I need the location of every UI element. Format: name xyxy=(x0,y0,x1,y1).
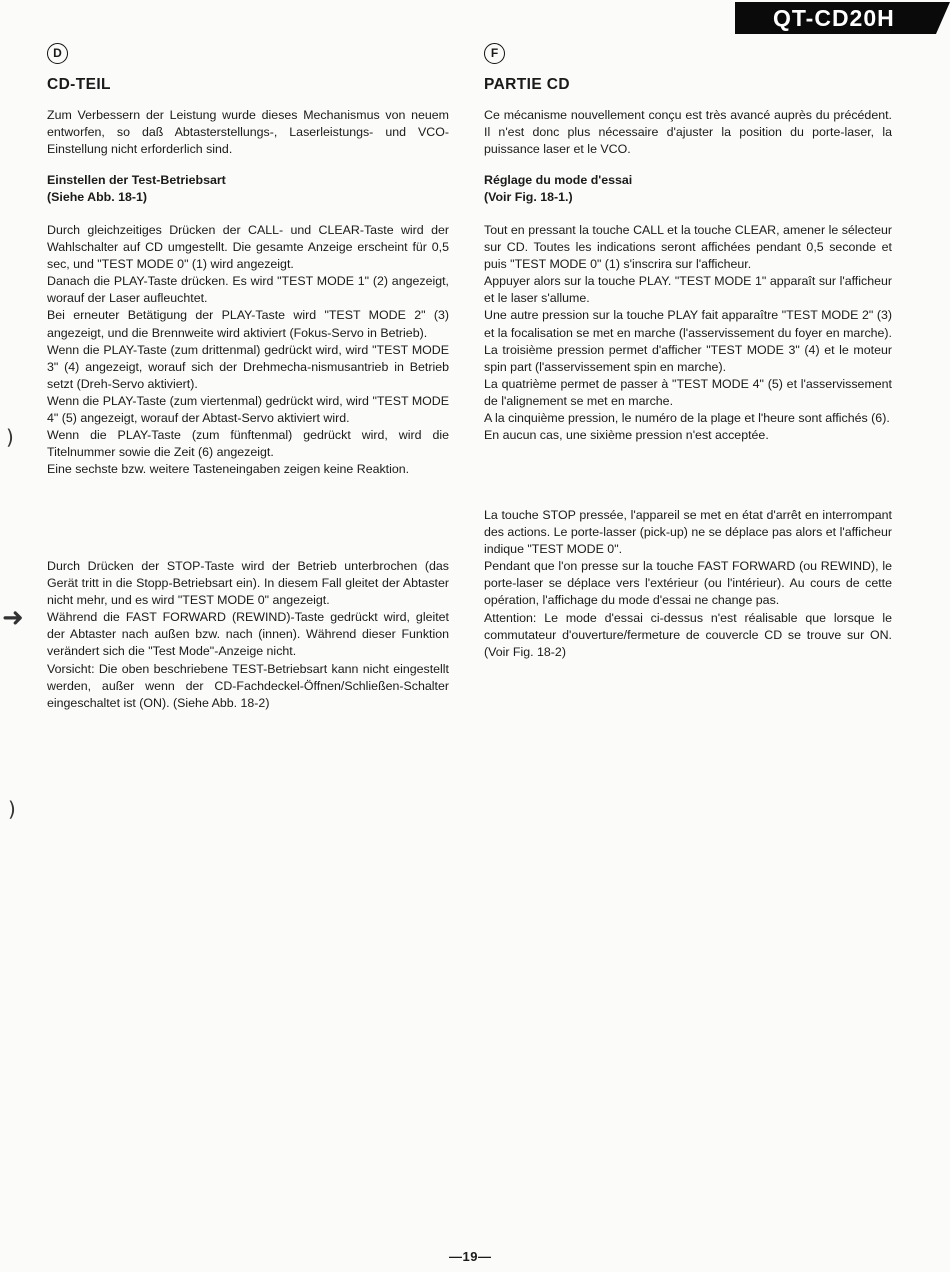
french-procedure xyxy=(484,222,892,444)
margin-binding-mark: ➜ xyxy=(2,603,24,633)
french-subhead xyxy=(484,172,892,206)
model-badge: QT-CD20H xyxy=(735,2,950,34)
procedure-paragraph: En aucun cas, une sixième pression n'est acceptée. xyxy=(484,428,769,443)
procedure-paragraph: Wenn die PLAY-Taste (zum viertenmal) gedrückt wird, wird "TEST MODE 4" (5) angezeigt, worauf der Abtast-Servo aktiviert wird. xyxy=(47,393,449,426)
section-title-german: CD-TEIL xyxy=(47,76,111,93)
french-stop-section xyxy=(484,507,892,661)
language-f-icon: F xyxy=(484,43,505,64)
procedure-paragraph: Eine sechste bzw. weitere Tasteneingaben zeigen keine Reaktion. xyxy=(47,462,410,477)
subhead-title: Einstellen der Test-Betriebsart xyxy=(47,173,226,187)
stop-paragraph: Durch Drücken der STOP-Taste wird der Betrieb unterbrochen (das Gerät tritt in die Stopp-Betriebsart ein). In diesem Fall gleitet der Abtaster nicht mehr, und es wird "TEST MODE 0" angezeigt. xyxy=(47,559,449,608)
procedure-paragraph: Une autre pression sur la touche PLAY fait apparaître "TEST MODE 2" (3) et la focalisation se met en marche (l'asservissement du foyer en marche). xyxy=(484,308,892,340)
procedure-paragraph: Danach die PLAY-Taste drücken. Es wird "TEST MODE 1" (2) angezeigt, worauf der Laser aufleuchtet. xyxy=(47,274,449,306)
intro-paragraph: Zum Verbessern der Leistung wurde dieses Mechanismus von neuem entworfen, so daß Abtasterstellungs-, Laserleistungs- und VCO-Einstellung nicht erforderlich sind. xyxy=(47,108,449,157)
subhead-reference: (Voir Fig. 18-1.) xyxy=(484,190,573,205)
stop-paragraph: Pendant que l'on presse sur la touche FAST FORWARD (ou REWIND), le porte-laser se déplace vers l'extérieur (ou l'intérieur). Au cours de cette opération, l'affichage du mode d'essai ne change pas. xyxy=(484,559,892,608)
section-title-french: PARTIE CD xyxy=(484,76,570,93)
procedure-paragraph: Bei erneuter Betätigung der PLAY-Taste wird "TEST MODE 2" (3) angezeigt, und die Brennweite wird aktiviert (Fokus-Servo in Betrieb). xyxy=(47,308,449,340)
procedure-paragraph: Appuyer alors sur la touche PLAY. "TEST MODE 1" apparaît sur l'afficheur et le laser s'allume. xyxy=(484,274,892,306)
procedure-paragraph: La quatrième permet de passer à "TEST MODE 4" (5) et l'asservissement de l'alignement se met en marche. xyxy=(484,376,892,408)
german-procedure xyxy=(47,222,449,478)
stop-paragraph: Während die FAST FORWARD (REWIND)-Taste gedrückt wird, gleitet der Abtaster nach außen bzw. nach (innen). Während dieser Funktion verändert sich die "Test Mode"-Anzeige nicht. xyxy=(47,610,449,659)
subhead-title: Réglage du mode d'essai xyxy=(484,173,633,187)
stop-paragraph: Vorsicht: Die oben beschriebene TEST-Betriebsart kann nicht eingestellt werden, außer wenn der CD-Fachdeckel-Öffnen/Schließen-Schalter eingeschaltet ist (ON). (Siehe Abb. 18-2) xyxy=(47,661,449,710)
margin-bracket-mark: ) xyxy=(6,425,14,449)
french-intro xyxy=(484,107,892,158)
procedure-paragraph: Durch gleichzeitiges Drücken der CALL- und CLEAR-Taste wird der Wahlschalter auf CD umgestellt. Die gesamte Anzeige erscheint für 0,5 sec, und "TEST MODE 0" (1) wird angezeigt. xyxy=(47,223,449,272)
stop-paragraph: Attention: Le mode d'essai ci-dessus n'est réalisable que lorsque le commutateur d'ouverture/fermeture de couvercle CD se trouve sur ON. (Voir Fig. 18-2) xyxy=(484,610,892,659)
procedure-paragraph: A la cinquième pression, le numéro de la plage et l'heure sont affichés (6). xyxy=(484,411,890,426)
procedure-paragraph: Wenn die PLAY-Taste (zum drittenmal) gedrückt wird, wird "TEST MODE 3" (4) angezeigt, worauf sich der Drehmecha-nismusantrieb in Betrieb setzt (Dreh-Servo aktiviert). xyxy=(47,342,449,391)
procedure-paragraph: La troisième pression permet d'afficher "TEST MODE 3" (4) et le moteur spin part (l'asservissement spin en marche). xyxy=(484,342,892,374)
margin-bracket-mark: ) xyxy=(8,797,16,821)
language-d-icon: D xyxy=(47,43,68,64)
procedure-paragraph: Tout en pressant la touche CALL et la touche CLEAR, amener le sélecteur sur CD. Toutes les indications seront affichées pendant 0,5 seconde et puis "TEST MODE 0" (1) s'inscrira sur l'afficheur. xyxy=(484,223,892,272)
intro-paragraph: Ce mécanisme nouvellement conçu est très avancé auprès du précédent. Il n'est donc plus nécessaire d'ajuster la position du porte-laser, la puissance laser et le VCO. xyxy=(484,108,892,157)
german-stop-section xyxy=(47,558,449,712)
page-number: —19— xyxy=(449,1249,492,1264)
subhead-reference: (Siehe Abb. 18-1) xyxy=(47,190,148,205)
procedure-paragraph: Wenn die PLAY-Taste (zum fünftenmal) gedrückt wird, wird die Titelnummer sowie die Zeit (6) angezeigt. xyxy=(47,428,449,460)
german-subhead xyxy=(47,172,449,206)
german-intro xyxy=(47,107,449,158)
stop-paragraph: La touche STOP pressée, l'appareil se met en état d'arrêt en interrompant des actions. Le porte-lasser (pick-up) ne se déplace pas alors et l'afficheur indique "TEST MODE 0". xyxy=(484,508,892,557)
